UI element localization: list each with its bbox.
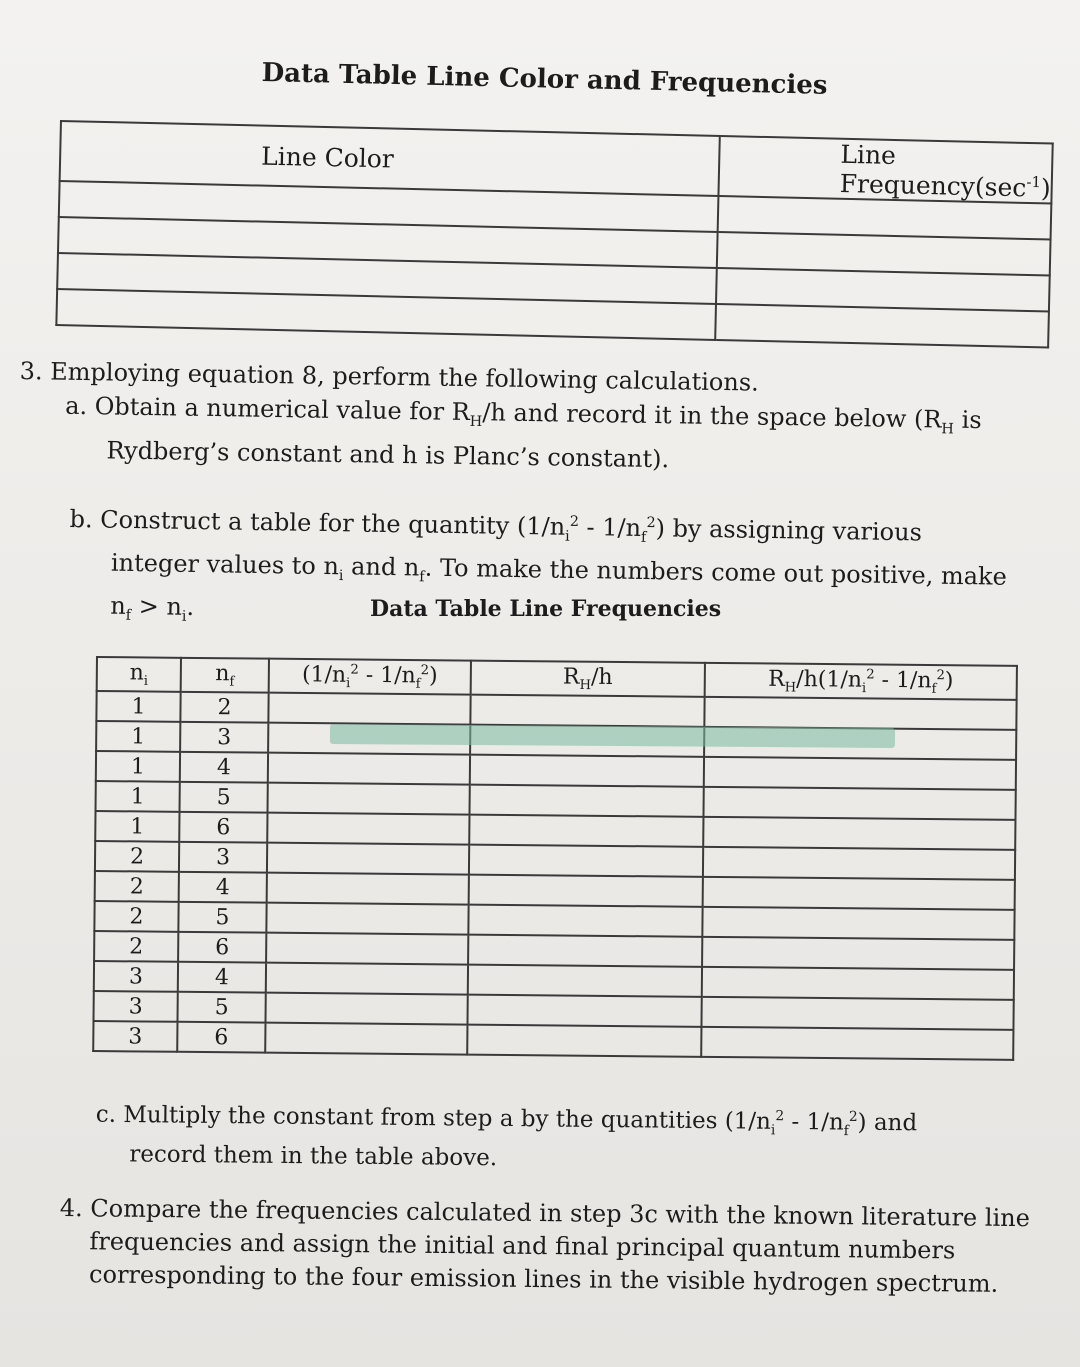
table1-title: Data Table Line Color and Frequencies — [261, 58, 828, 101]
line-color-table — [55, 120, 1053, 349]
header-nf: $n_f$ — [181, 658, 269, 693]
question-4 — [59, 1192, 1030, 1301]
green-highlight-mark — [330, 724, 895, 748]
question-3c-line1: c. Multiply the constant from step a by the quantities $(1/n_i^2 - 1/n_f^2)$ and — [95, 1101, 918, 1140]
header-ni: $n_i$ — [97, 657, 181, 692]
nf-cell: 4 — [178, 962, 266, 993]
ni-cell: 1 — [96, 721, 180, 752]
product-cell[interactable] — [703, 787, 1015, 820]
nf-cell: 5 — [178, 902, 266, 933]
product-cell[interactable] — [704, 757, 1016, 790]
quantity-cell[interactable] — [268, 753, 470, 785]
quantity-cell[interactable] — [267, 843, 469, 875]
quantity-cell[interactable] — [266, 933, 468, 965]
quantity-cell[interactable] — [265, 993, 467, 1025]
ni-cell: 3 — [94, 961, 178, 992]
ni-cell: 3 — [93, 1021, 177, 1052]
nf-cell: 4 — [179, 872, 267, 903]
rh-over-h-cell[interactable] — [467, 995, 701, 1027]
question-4-line1: 4. Compare the frequencies calculated in step 3c with the known literature line — [59, 1193, 1031, 1233]
nf-cell: 3 — [179, 842, 267, 873]
quantity-cell[interactable] — [268, 783, 470, 815]
question-3a-line2: Rydberg’s constant and h is Planc’s constant). — [106, 436, 670, 474]
rh-over-h-cell[interactable] — [470, 695, 704, 727]
quantity-cell[interactable] — [267, 873, 469, 905]
question-3a-line1: a. Obtain a numerical value for $R_H/h$ and record it in the space below ($R_H$ is — [64, 391, 982, 438]
product-cell[interactable] — [702, 937, 1014, 970]
quantity-cell[interactable] — [266, 903, 468, 935]
ni-cell: 2 — [94, 931, 178, 962]
quantity-cell[interactable] — [266, 963, 468, 995]
nf-cell: 5 — [180, 782, 268, 813]
rh-over-h-cell[interactable] — [468, 935, 702, 967]
nf-cell: 6 — [178, 932, 266, 963]
rh-over-h-cell[interactable] — [468, 905, 702, 937]
nf-cell: 5 — [177, 992, 265, 1023]
question-3b-line3: $n_f > n_i$. — [110, 591, 195, 625]
header-rh-over-h: $R_H/h$ — [471, 661, 705, 697]
ni-cell: 2 — [94, 901, 178, 932]
table2-title: Data Table Line Frequencies — [370, 596, 722, 622]
rh-over-h-cell[interactable] — [469, 785, 703, 817]
header-quantity: $(1/n_i^2 - 1/n_f^2)$ — [269, 659, 471, 695]
header-line-color: Line Color — [60, 121, 720, 196]
frequency-cell[interactable] — [715, 304, 1049, 348]
quantity-cell[interactable] — [267, 813, 469, 845]
nf-cell: 2 — [180, 692, 268, 723]
quantity-cell[interactable] — [268, 693, 470, 725]
line-frequencies-table — [92, 656, 1018, 1061]
product-cell[interactable] — [703, 877, 1015, 910]
question-4-line3: corresponding to the four emission lines in the visible hydrogen spectrum. — [88, 1260, 999, 1298]
product-cell[interactable] — [704, 697, 1016, 730]
nf-cell: 3 — [180, 722, 268, 753]
product-cell[interactable] — [702, 967, 1014, 1000]
question-3c-line2: record them in the table above. — [129, 1141, 498, 1172]
product-cell[interactable] — [703, 847, 1015, 880]
product-cell[interactable] — [703, 817, 1015, 850]
quantity-cell[interactable] — [265, 1023, 467, 1055]
ni-cell: 1 — [96, 781, 180, 812]
rh-over-h-cell[interactable] — [469, 815, 703, 847]
ni-cell: 1 — [96, 691, 180, 722]
question-3b — [68, 498, 1008, 646]
header-product: $R_H/h(1/n_i^2 - 1/n_f^2)$ — [705, 663, 1017, 700]
rh-over-h-cell[interactable] — [470, 755, 704, 787]
question-3b-line1: b. Construct a table for the quantity $(1/n_i^2 - 1/n_f^2)$ by assigning various — [69, 504, 923, 547]
rh-over-h-cell[interactable] — [469, 875, 703, 907]
question-4-line2: frequencies and assign the initial and final principal quantum numbers — [89, 1227, 956, 1265]
rh-over-h-cell[interactable] — [467, 1025, 701, 1057]
product-cell[interactable] — [701, 1027, 1013, 1060]
question-3-text: 3. Employing equation 8, perform the following calculations. — [19, 356, 760, 397]
question-3 — [18, 354, 982, 481]
header-line-frequency: Line $Frequency(\sec^{-1})$ — [718, 136, 1052, 204]
nf-cell: 6 — [179, 812, 267, 843]
ni-cell: 2 — [95, 841, 179, 872]
ni-cell: 1 — [96, 751, 180, 782]
question-3b-line2: integer values to $n_i$ and $n_f$. To make the numbers come out positive, make — [110, 548, 1008, 591]
product-cell[interactable] — [701, 997, 1013, 1030]
rh-over-h-cell[interactable] — [469, 845, 703, 877]
ni-cell: 1 — [95, 811, 179, 842]
ni-cell: 2 — [95, 871, 179, 902]
ni-cell: 3 — [93, 991, 177, 1022]
product-cell[interactable] — [702, 907, 1014, 940]
nf-cell: 6 — [177, 1022, 265, 1053]
nf-cell: 4 — [180, 752, 268, 783]
question-3c — [95, 1094, 917, 1179]
rh-over-h-cell[interactable] — [468, 965, 702, 997]
